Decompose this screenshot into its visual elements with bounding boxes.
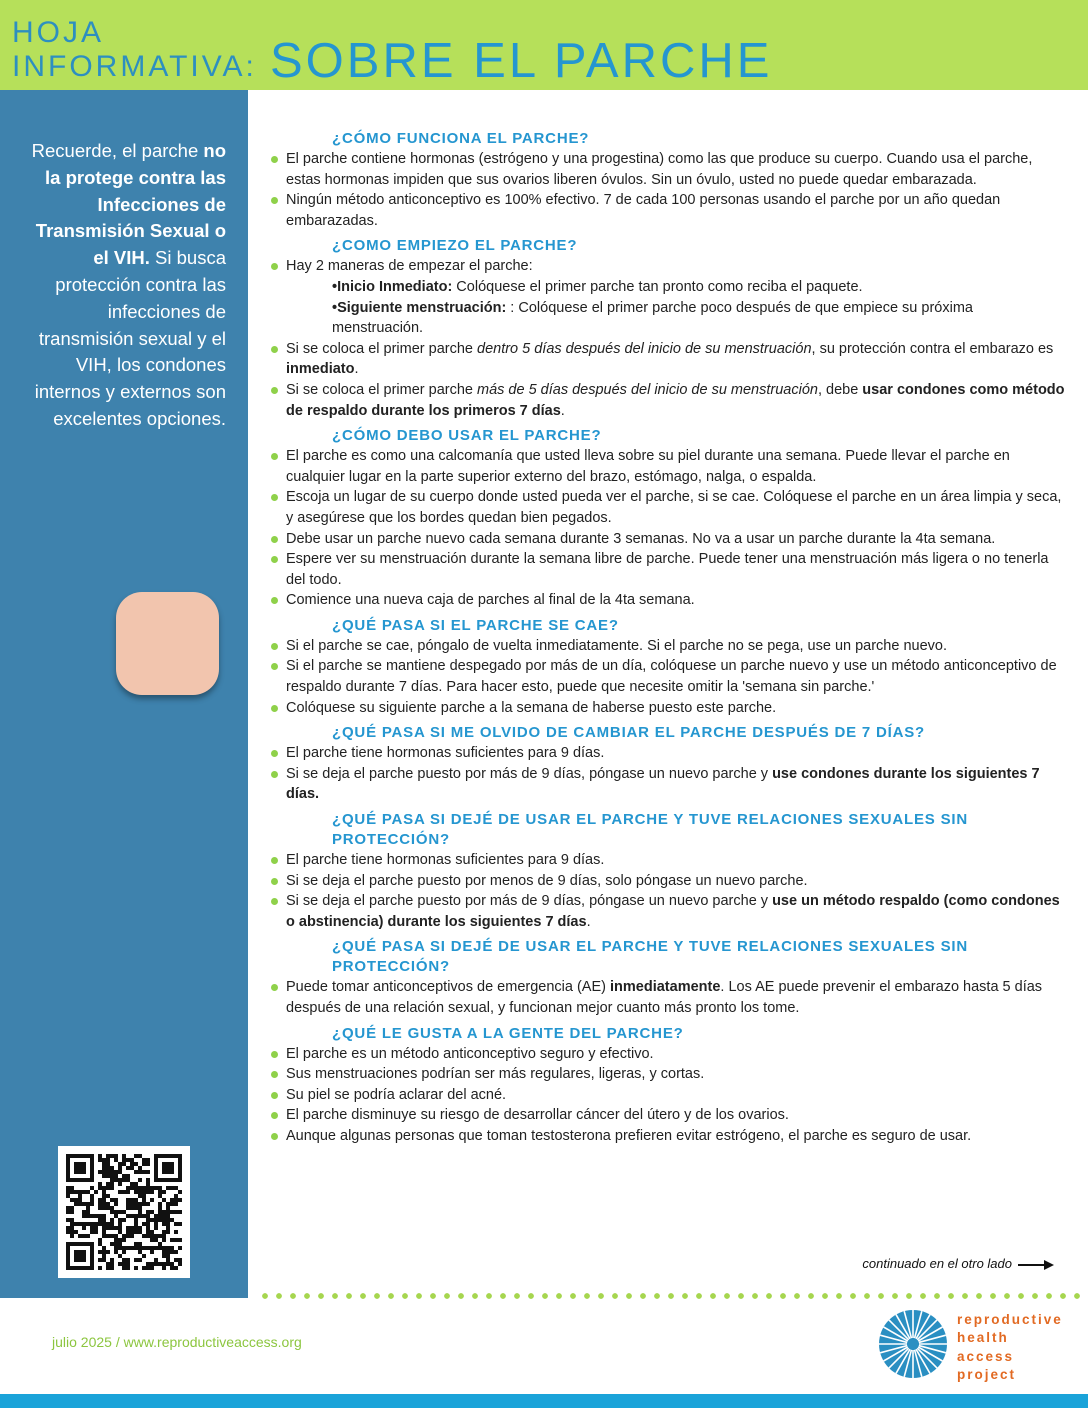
list-item: Puede tomar anticonceptivos de emergencia (AE) inmediatamente. Los AE puede prevenir el embarazo hasta 5 días después de una relación sexual, y funcionan mejor cuanto más pronto los tome.	[270, 977, 1066, 1018]
list-item: Si el parche se mantiene despegado por más de un día, colóquese un parche nuevo y use un método anticonceptivo de respaldo durante 7 días. Para hacer esto, puede que necesite omitir la 'semana sin parche.'	[270, 656, 1066, 697]
sidebar-text-1: Recuerde, el parche	[31, 140, 204, 161]
sidebar-callout	[18, 138, 226, 433]
section-heading-patch-falls-off: ¿QUÉ PASA SI EL PARCHE SE CAE?	[332, 616, 619, 634]
section-heading-how-to-start: ¿COMO EMPIEZO EL PARCHE?	[332, 237, 578, 255]
list-item: El parche es un método anticonceptivo seguro y efectivo.	[270, 1044, 1066, 1065]
list-item: Espere ver su menstruación durante la semana libre de parche. Puede tener una menstruación más ligera o no tenerla del todo.	[270, 549, 1066, 590]
list-item: Hay 2 maneras de empezar el parche:	[270, 256, 1066, 277]
list-item: Si el parche se cae, póngalo de vuelta inmediatamente. Si el parche no se pega, use un parche nuevo.	[270, 636, 1066, 657]
list-item: Aunque algunas personas que toman testosterona prefieren evitar estrógeno, el parche es seguro de usar.	[270, 1126, 1066, 1147]
list-item: El parche tiene hormonas suficientes para 9 días.	[270, 850, 1066, 871]
section-heading-emergency: ¿QUÉ PASA SI DEJÉ DE USAR EL PARCHE Y TUVE RELACIONES SEXUALES SIN PROTECCIÓN?	[332, 938, 968, 976]
page-title: SOBRE EL PARCHE	[270, 34, 773, 88]
list-item: El parche contiene hormonas (estrógeno y una progestina) como las que produce su cuerpo. Cuando usa el parche, estas hormonas impiden que sus ovarios liberen óvulos. Sin un óvulo, usted no puede quedar embarazada.	[270, 149, 1066, 190]
section-heading-forgot-to-change: ¿QUÉ PASA SI ME OLVIDO DE CAMBIAR EL PARCHE DESPUÉS DE 7 DÍAS?	[332, 724, 925, 742]
header-banner	[0, 0, 1088, 90]
sub-item-next-period: •Siguiente menstruación: : Colóquese el primer parche poco después de que empiece su próxima menstruación.	[332, 299, 973, 337]
header-label-line1: HOJA	[12, 16, 105, 49]
list-item: Si se coloca el primer parche dentro 5 días después del inicio de su menstruación, su protección contra el embarazo es inmediato.	[270, 339, 1066, 380]
bottom-bar	[0, 1394, 1088, 1408]
list-item: Colóquese su siguiente parche a la semana de haberse puesto este parche.	[270, 698, 1066, 719]
list-item: Su piel se podría aclarar del acné.	[270, 1085, 1066, 1106]
rhap-logo-icon	[878, 1309, 948, 1379]
list-item: Escoja un lugar de su cuerpo donde usted pueda ver el parche, si se cae. Colóquese el parche en un área limpia y seca, y asegúrese que los bordes quedan bien pegados.	[270, 487, 1066, 528]
list-item: El parche es como una calcomanía que usted lleva sobre su piel durante una semana. Puede llevar el parche en cualquier lugar en la parte superior externo del brazo, estómago, nalga, o espalda.	[270, 446, 1066, 487]
list-item: El parche disminuye su riesgo de desarrollar cáncer del útero y de los ovarios.	[270, 1105, 1066, 1126]
list-item: Si se deja el parche puesto por más de 9 días, póngase un nuevo parche y use condones durante los siguientes 7 días.	[270, 764, 1066, 805]
section-heading-stopped-using: ¿QUÉ PASA SI DEJÉ DE USAR EL PARCHE Y TUVE RELACIONES SEXUALES SIN PROTECCIÓN?	[332, 811, 968, 849]
list-item: Si se deja el parche puesto por menos de 9 días, solo póngase un nuevo parche.	[270, 871, 1066, 892]
section-heading-what-people-like: ¿QUÉ LE GUSTA A LA GENTE DEL PARCHE?	[332, 1024, 684, 1042]
logo-line: project	[957, 1366, 1017, 1382]
qr-code-graphic	[58, 1146, 190, 1278]
list-item: Si se coloca el primer parche más de 5 días después del inicio de su menstruación, debe usar condones como método de respaldo durante los primeros 7 días.	[270, 380, 1066, 421]
list-item: Debe usar un parche nuevo cada semana durante 3 semanas. No va a usar un parche durante la 4ta semana.	[270, 529, 1066, 550]
dotted-divider	[258, 1293, 1088, 1299]
section-heading-how-to-use: ¿CÓMO DEBO USAR EL PARCHE?	[332, 427, 602, 445]
continued-note	[862, 1256, 1054, 1271]
sidebar-text-2: Si busca protección contra las infecciones de transmisión sexual y el VIH, los condones internos y externos son excelentes opciones.	[34, 247, 226, 429]
header-label-line2: INFORMATIVA:	[12, 50, 257, 83]
logo-line: reproductive	[957, 1312, 1063, 1327]
list-item: Ningún método anticonceptivo es 100% efectivo. 7 de cada 100 personas usando el parche por un año quedan embarazadas.	[270, 190, 1066, 231]
logo-line: access	[957, 1348, 1015, 1364]
list-item: El parche tiene hormonas suficientes para 9 días.	[270, 743, 1066, 764]
footer-date-url[interactable]: julio 2025 / www.reproductiveaccess.org	[52, 1334, 302, 1350]
list-item: Si se deja el parche puesto por más de 9 días, póngase un nuevo parche y use un método respaldo (como condones o abstinencia) durante los siguientes 7 días.	[270, 891, 1066, 932]
sidebar-text-bold: no la protege contra las Infecciones de Transmisión Sexual o el VIH.	[35, 140, 226, 269]
patch-illustration	[116, 592, 219, 695]
qr-code[interactable]	[58, 1146, 190, 1278]
arrow-right-icon	[1018, 1259, 1054, 1271]
list-item: Comience una nueva caja de parches al final de la 4ta semana.	[270, 590, 1066, 611]
logo-wordmark	[957, 1311, 1063, 1384]
continued-text: continuado en el otro lado	[862, 1256, 1012, 1271]
sub-item-immediate: •Inicio Inmediato: Colóquese el primer parche tan pronto como reciba el paquete.	[332, 278, 863, 295]
logo-line: health	[957, 1330, 1009, 1346]
section-heading-how-it-works: ¿CÓMO FUNCIONA EL PARCHE?	[332, 130, 590, 147]
list-item: Sus menstruaciones podrían ser más regulares, ligeras, y cortas.	[270, 1064, 1066, 1085]
main-content	[270, 126, 1066, 1147]
